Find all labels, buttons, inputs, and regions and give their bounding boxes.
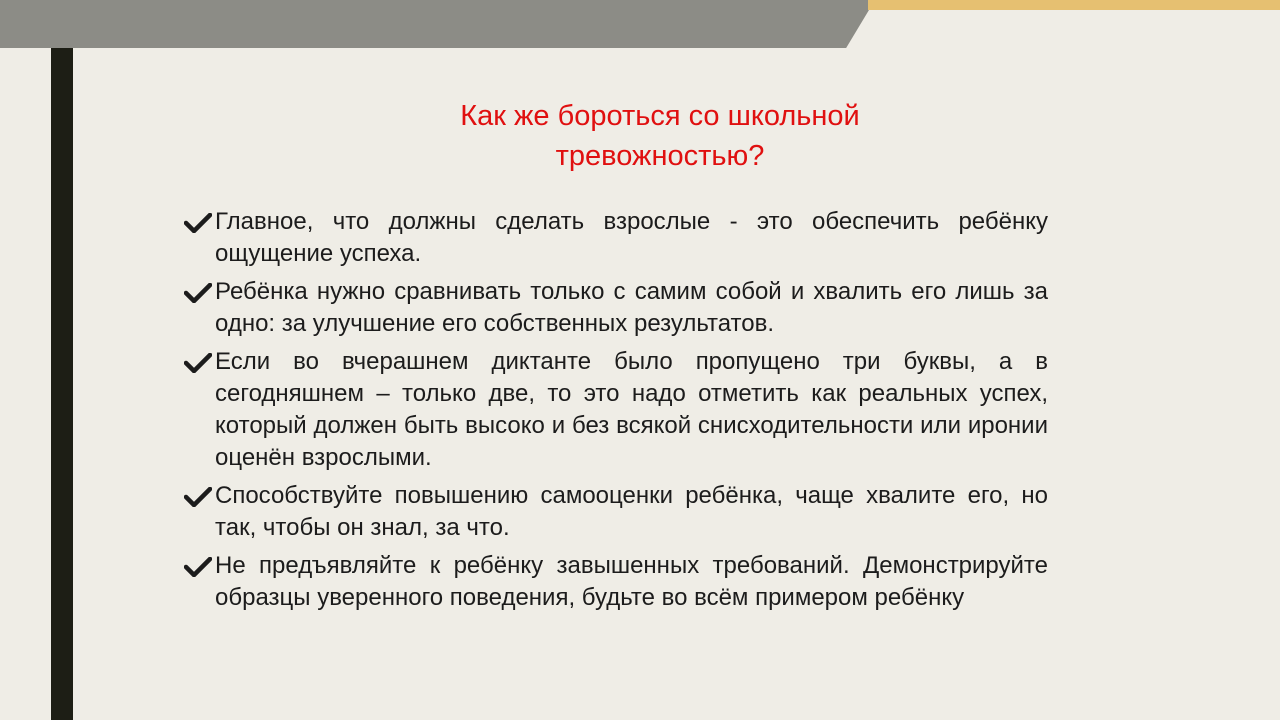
- bullet-text: Не предъявляйте к ребёнку завышенных требований. Демонстрируйте образцы уверенного поведения, будьте во всём примером ребёнку: [215, 552, 1048, 611]
- bullet-text: Если во вчерашнем диктанте было пропущено три буквы, а в сегодняшнем – только две, то это надо отметить как реальных успех, который должен быть высоко и без всякой снисходительности или иронии оценён взрослыми.: [215, 348, 1048, 471]
- top-accent-bar-gold: [868, 0, 1280, 10]
- check-icon: [184, 557, 212, 577]
- bullet-list: [184, 206, 1048, 620]
- check-icon: [184, 353, 212, 373]
- check-icon: [184, 487, 212, 507]
- left-accent-bar: [51, 48, 73, 720]
- top-accent-bar-gray: [0, 0, 875, 48]
- slide-title-line-2: тревожностью?: [555, 140, 765, 172]
- bullet-item: [184, 480, 1048, 544]
- slide-title: [380, 96, 940, 176]
- bullet-item: [184, 346, 1048, 474]
- check-icon: [184, 213, 212, 233]
- bullet-text: Ребёнка нужно сравнивать только с самим собой и хвалить его лишь за одно: за улучшение его собственных результатов.: [215, 278, 1048, 337]
- bullet-item: [184, 276, 1048, 340]
- slide-title-line-1: Как же бороться со школьной: [460, 100, 860, 132]
- bullet-item: [184, 206, 1048, 270]
- check-icon: [184, 283, 212, 303]
- bullet-text: Способствуйте повышению самооценки ребёнка, чаще хвалите его, но так, чтобы он знал, за что.: [215, 482, 1048, 541]
- bullet-item: [184, 550, 1048, 614]
- bullet-text: Главное, что должны сделать взрослые - это обеспечить ребёнку ощущение успеха.: [215, 208, 1048, 267]
